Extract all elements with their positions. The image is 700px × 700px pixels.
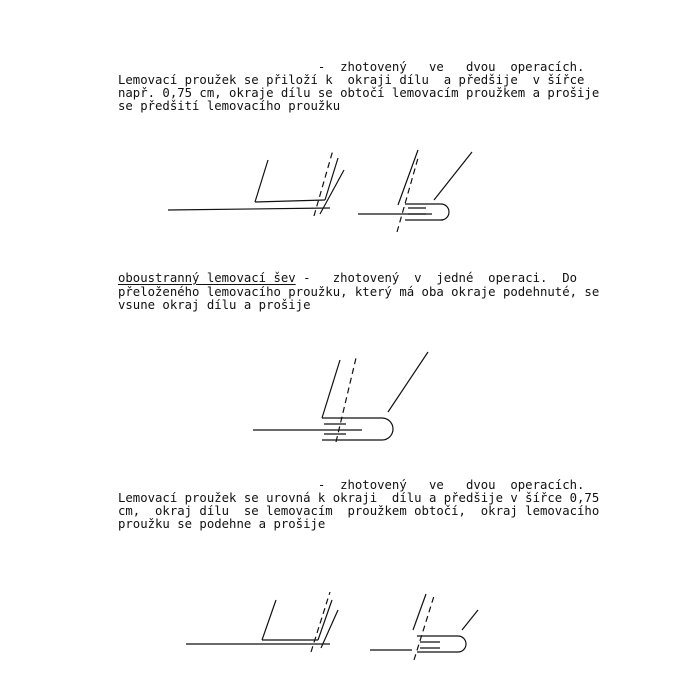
section2-heading-rest: - zhotovený v jedné operaci. Do [295,271,578,285]
section1-line-2: Lemovací proužek se přiloží k okraji dílu a předšije v šířce [118,73,585,87]
section1-line-4: se předšití lemovacího proužku [118,99,341,113]
section3-line-3: cm, okraj dílu se lemovacím proužkem obtočí, okraj lemovacího [118,504,600,518]
fig1-left-diagram [168,150,344,216]
section3-line-1: - zhotovený ve dvou operacích. [118,478,585,492]
fig3-left-diagram [186,592,338,652]
fig2-diagram [253,352,428,442]
section2-heading: oboustranný lemovací šev [118,271,296,285]
section2-line-3: vsune okraj dílu a prošije [118,298,311,312]
fig1-right-diagram [358,150,472,232]
section2-line-2: přeloženého lemovacího proužku, který má oba okraje podehnuté, se [118,285,600,299]
section1-line-1: - zhotovený ve dvou operacích. [118,60,585,74]
section1-line-3: např. 0,75 cm, okraje dílu se obtočí lemovacím proužkem a prošije [118,86,600,100]
section3-line-2: Lemovací proužek se urovná k okraji dílu a předšije v šířce 0,75 [118,491,600,505]
section3-line-4: proužku se podehne a prošije [118,517,326,531]
fig3-right-diagram [370,594,478,660]
